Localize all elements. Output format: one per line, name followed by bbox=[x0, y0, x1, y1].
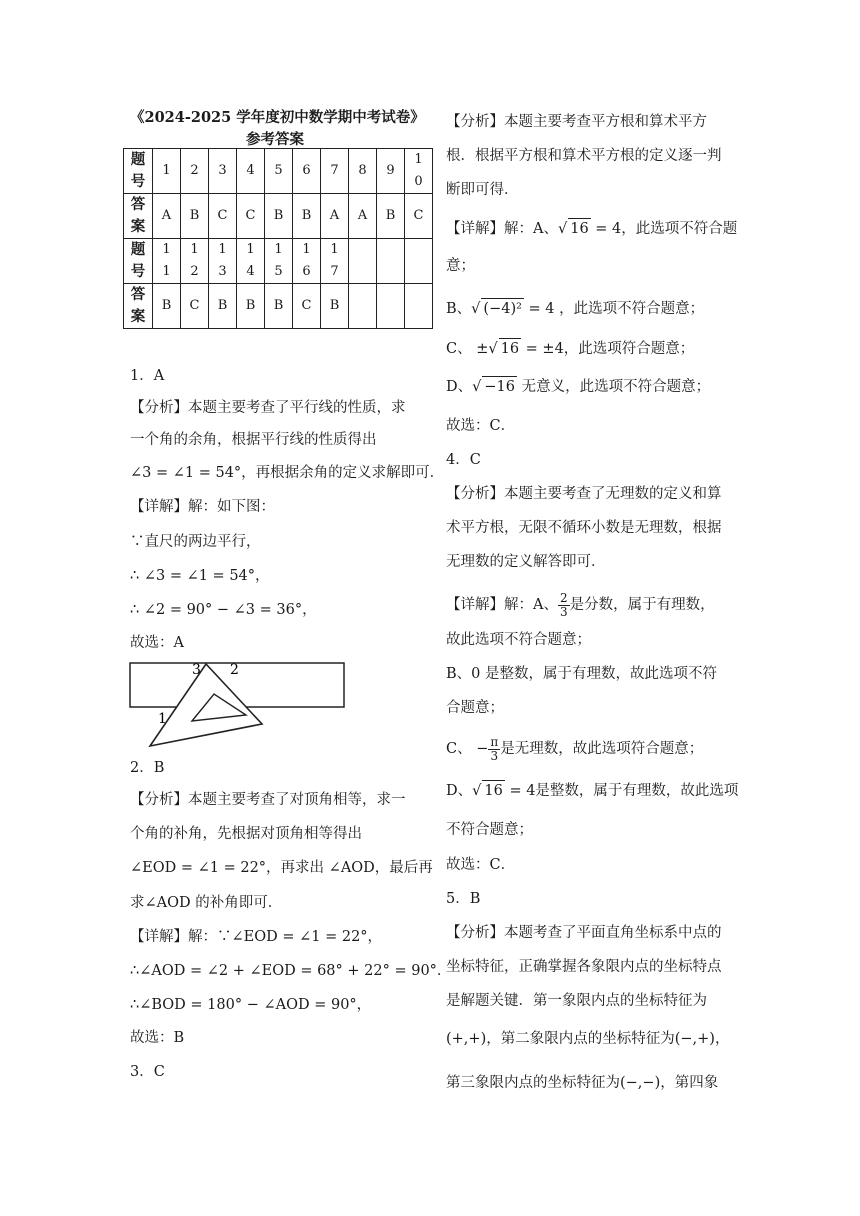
question-number-row bbox=[124, 149, 433, 194]
q3-detail-5-pre: D、 bbox=[446, 379, 473, 395]
table-cell: C bbox=[181, 284, 209, 329]
table-row-header bbox=[124, 239, 153, 284]
q2-detail-line-4: 故选：B bbox=[130, 1030, 185, 1046]
q4-detail-6-pre: D、 bbox=[446, 783, 473, 799]
q4-detail-line-5 bbox=[446, 734, 703, 764]
q5-analysis-line-2: 坐标特征，正确掌握各象限内点的坐标特点 bbox=[446, 959, 722, 975]
q1-detail-line-1: 【详解】解：如下图： bbox=[130, 499, 275, 515]
table-cell bbox=[377, 149, 405, 194]
cell-digit: 2 bbox=[190, 163, 199, 178]
header-char: 答 bbox=[130, 286, 146, 303]
angle-label-3: 3 bbox=[192, 662, 201, 678]
q3-detail-4-radicand: 16 bbox=[499, 338, 521, 359]
q2-analysis-line-3: ∠EOD = ∠1 = 22°，再求出 ∠AOD，最后再 bbox=[130, 860, 433, 876]
q4-analysis-line-3: 无理数的定义解答即可． bbox=[446, 554, 606, 570]
cell-digit: 7 bbox=[330, 163, 339, 178]
q5-answer: 5．B bbox=[446, 891, 481, 907]
q2-detail-line-3: ∴∠BOD = 180° − ∠AOD = 90°， bbox=[130, 997, 372, 1013]
table-cell: C bbox=[293, 284, 321, 329]
table-cell bbox=[349, 284, 377, 329]
answer-row bbox=[124, 284, 433, 329]
q4-detail-5-post: 是无理数，故此选项符合题意； bbox=[500, 741, 704, 757]
cell-digit: 1 bbox=[162, 163, 171, 178]
q3-detail-5-radicand: −16 bbox=[482, 376, 517, 397]
table-row-header bbox=[124, 194, 153, 239]
angle-label-2: 2 bbox=[230, 662, 239, 678]
q3-detail-4-pre: C、 ± bbox=[446, 341, 489, 357]
sqrt-icon: √ bbox=[472, 783, 482, 799]
table-cell bbox=[321, 149, 349, 194]
cell-digit: 6 bbox=[302, 264, 311, 279]
q3-analysis-line-2: 根．根据平方根和算术平方根的定义逐一判 bbox=[446, 148, 722, 164]
ruler-triangle-figure bbox=[128, 660, 348, 752]
q4-detail-5-pre: C、 − bbox=[446, 741, 489, 757]
table-cell bbox=[293, 149, 321, 194]
table-cell bbox=[209, 149, 237, 194]
sqrt-icon: √ bbox=[472, 379, 482, 395]
table-cell bbox=[153, 149, 181, 194]
q4-detail-1-post: 是分数，属于有理数， bbox=[569, 597, 715, 613]
q4-detail-6-post: = 4是整数，属于有理数，故此选项 bbox=[504, 783, 739, 799]
q4-detail-line-2: 故此选项不符合题意； bbox=[446, 632, 591, 648]
header-char: 题 bbox=[130, 151, 146, 168]
q5-analysis-line-3: 是解题关键．第一象限内点的坐标特征为 bbox=[446, 993, 707, 1009]
table-cell: B bbox=[153, 284, 181, 329]
cell-digit: 1 bbox=[414, 152, 423, 167]
table-cell: B bbox=[293, 194, 321, 239]
table-row-header bbox=[124, 284, 153, 329]
header-char: 题 bbox=[130, 241, 146, 258]
q3-detail-3-radicand: (−4)² bbox=[481, 298, 524, 319]
q1-analysis-line-2: 一个角的余角，根据平行线的性质得出 bbox=[130, 432, 377, 448]
q4-detail-6-radicand: 16 bbox=[482, 780, 504, 801]
cell-digit: 5 bbox=[274, 264, 283, 279]
table-cell: A bbox=[349, 194, 377, 239]
header-char: 案 bbox=[130, 308, 146, 325]
q3-analysis-line-1: 【分析】本题主要考查平方根和算术平方 bbox=[446, 114, 707, 130]
q2-detail-line-2: ∴∠AOD = ∠2 + ∠EOD = 68° + 22° = 90°． bbox=[130, 963, 452, 979]
cell-digit: 0 bbox=[414, 174, 423, 189]
document-subtitle: 参考答案 bbox=[246, 131, 304, 148]
q3-detail-line-3 bbox=[446, 298, 704, 319]
q2-analysis-line-1: 【分析】本题主要考查了对顶角相等，求一 bbox=[130, 792, 406, 808]
q4-analysis-line-1: 【分析】本题主要考查了无理数的定义和算 bbox=[446, 486, 722, 502]
table-cell: B bbox=[377, 194, 405, 239]
table-cell bbox=[377, 284, 405, 329]
table-cell bbox=[209, 239, 237, 284]
table-cell bbox=[237, 239, 265, 284]
table-cell bbox=[293, 239, 321, 284]
q3-detail-3-post: = 4 ，此选项不符合题意； bbox=[523, 301, 705, 317]
q3-detail-3-pre: B、 bbox=[446, 301, 472, 317]
q4-analysis-line-2: 术平方根，无限不循环小数是无理数，根据 bbox=[446, 520, 722, 536]
q1-detail-line-4: ∴ ∠2 = 90° − ∠3 = 36°， bbox=[130, 602, 317, 618]
cell-digit: 9 bbox=[386, 163, 395, 178]
q3-detail-line-5 bbox=[446, 376, 710, 397]
fraction-denominator: 3 bbox=[490, 748, 499, 763]
sqrt-icon: √ bbox=[471, 301, 481, 317]
q5-analysis-line-4: (+,+)，第二象限内点的坐标特征为(−,+)， bbox=[446, 1031, 730, 1047]
table-cell: C bbox=[405, 194, 433, 239]
fraction-numerator: π bbox=[490, 734, 499, 749]
cell-digit: 3 bbox=[218, 163, 227, 178]
q5-analysis-line-5: 第三象限内点的坐标特征为(−,−)，第四象 bbox=[446, 1075, 719, 1091]
document-title: 《2024-2025 学年度初中数学期中考试卷》 bbox=[130, 109, 425, 126]
header-char: 号 bbox=[130, 173, 146, 190]
q1-detail-line-2: ∵直尺的两边平行， bbox=[130, 534, 261, 550]
table-cell bbox=[349, 149, 377, 194]
table-cell: B bbox=[321, 284, 349, 329]
q1-analysis-line-3: ∠3 = ∠1 = 54°，再根据余角的定义求解即可． bbox=[130, 465, 445, 481]
header-char: 号 bbox=[130, 263, 146, 280]
q4-detail-line-7: 不符合题意； bbox=[446, 822, 533, 838]
table-cell: B bbox=[181, 194, 209, 239]
q1-detail-line-3: ∴ ∠3 = ∠1 = 54°， bbox=[130, 568, 270, 584]
table-cell: B bbox=[265, 194, 293, 239]
cell-digit: 1 bbox=[162, 242, 171, 257]
table-cell: B bbox=[237, 284, 265, 329]
cell-digit: 1 bbox=[274, 242, 283, 257]
cell-digit: 1 bbox=[302, 242, 311, 257]
cell-digit: 7 bbox=[330, 264, 339, 279]
q2-answer: 2．B bbox=[130, 760, 165, 776]
cell-digit: 2 bbox=[190, 264, 199, 279]
sqrt-icon: √ bbox=[557, 221, 568, 237]
q4-detail-line-1 bbox=[446, 590, 715, 620]
table-cell bbox=[405, 149, 433, 194]
table-cell bbox=[265, 239, 293, 284]
table-cell: B bbox=[209, 284, 237, 329]
table-cell bbox=[181, 239, 209, 284]
table-cell bbox=[405, 239, 433, 284]
q3-analysis-line-3: 断即可得． bbox=[446, 182, 519, 198]
cell-digit: 3 bbox=[218, 264, 227, 279]
cell-digit: 1 bbox=[218, 242, 227, 257]
q3-detail-line-4 bbox=[446, 338, 694, 359]
cell-digit: 1 bbox=[246, 242, 255, 257]
table-cell bbox=[405, 284, 433, 329]
table-row-header bbox=[124, 149, 153, 194]
question-number-row bbox=[124, 239, 433, 284]
q3-detail-1-post: = 4，此选项不符合题 bbox=[590, 221, 738, 237]
q3-detail-line-1 bbox=[446, 218, 737, 239]
cell-digit: 5 bbox=[274, 163, 283, 178]
q3-detail-1-pre: 【详解】解：A、 bbox=[446, 221, 558, 237]
q4-detail-line-8: 故选：C． bbox=[446, 857, 516, 873]
fraction bbox=[558, 592, 570, 619]
fraction-denominator: 3 bbox=[559, 604, 568, 619]
sqrt-icon: √ bbox=[488, 341, 498, 357]
q5-analysis-line-1: 【分析】本题考查了平面直角坐标系中点的 bbox=[446, 925, 722, 941]
table-cell bbox=[321, 239, 349, 284]
table-cell bbox=[181, 149, 209, 194]
q4-answer: 4．C bbox=[446, 452, 481, 468]
q3-detail-line-2: 意； bbox=[446, 258, 475, 274]
header-char: 答 bbox=[130, 196, 146, 213]
header-char: 案 bbox=[130, 218, 146, 235]
cell-digit: 1 bbox=[162, 264, 171, 279]
q3-detail-1-radicand: 16 bbox=[568, 218, 590, 239]
table-cell: A bbox=[153, 194, 181, 239]
q1-detail-line-5: 故选：A bbox=[130, 635, 184, 651]
q3-detail-line-6: 故选：C． bbox=[446, 418, 516, 434]
cell-digit: 1 bbox=[330, 242, 339, 257]
table-cell bbox=[265, 149, 293, 194]
table-cell bbox=[377, 239, 405, 284]
q1-analysis-line-1: 【分析】本题主要考查了平行线的性质，求 bbox=[130, 400, 406, 416]
q4-detail-line-6 bbox=[446, 780, 738, 801]
table-cell: C bbox=[237, 194, 265, 239]
q1-answer: 1．A bbox=[130, 368, 165, 384]
q2-detail-line-1: 【详解】解：∵∠EOD = ∠1 = 22°， bbox=[130, 929, 383, 945]
table-cell: C bbox=[209, 194, 237, 239]
answer-table bbox=[123, 148, 433, 329]
fraction bbox=[488, 736, 500, 763]
table-cell: A bbox=[321, 194, 349, 239]
q4-detail-1-pre: 【详解】解：A、 bbox=[446, 597, 558, 613]
q3-detail-5-post: 无意义，此选项不符合题意； bbox=[517, 379, 711, 395]
cell-digit: 8 bbox=[358, 163, 367, 178]
cell-digit: 4 bbox=[246, 163, 255, 178]
table-cell bbox=[153, 239, 181, 284]
answer-row bbox=[124, 194, 433, 239]
table-cell: B bbox=[265, 284, 293, 329]
cell-digit: 4 bbox=[246, 264, 255, 279]
angle-label-1: 1 bbox=[158, 711, 167, 727]
q2-analysis-line-2: 个角的补角，先根据对顶角相等得出 bbox=[130, 826, 362, 842]
cell-digit: 6 bbox=[302, 163, 311, 178]
cell-digit: 1 bbox=[190, 242, 199, 257]
q4-detail-line-3: B、0 是整数，属于有理数，故此选项不符 bbox=[446, 666, 717, 682]
q3-answer: 3．C bbox=[130, 1064, 165, 1080]
table-cell bbox=[349, 239, 377, 284]
fraction-numerator: 2 bbox=[559, 590, 568, 605]
q4-detail-line-4: 合题意； bbox=[446, 700, 504, 716]
table-cell bbox=[237, 149, 265, 194]
q3-detail-4-post: = ±4，此选项符合题意； bbox=[521, 341, 695, 357]
q2-analysis-line-4: 求∠AOD 的补角即可． bbox=[130, 895, 283, 911]
